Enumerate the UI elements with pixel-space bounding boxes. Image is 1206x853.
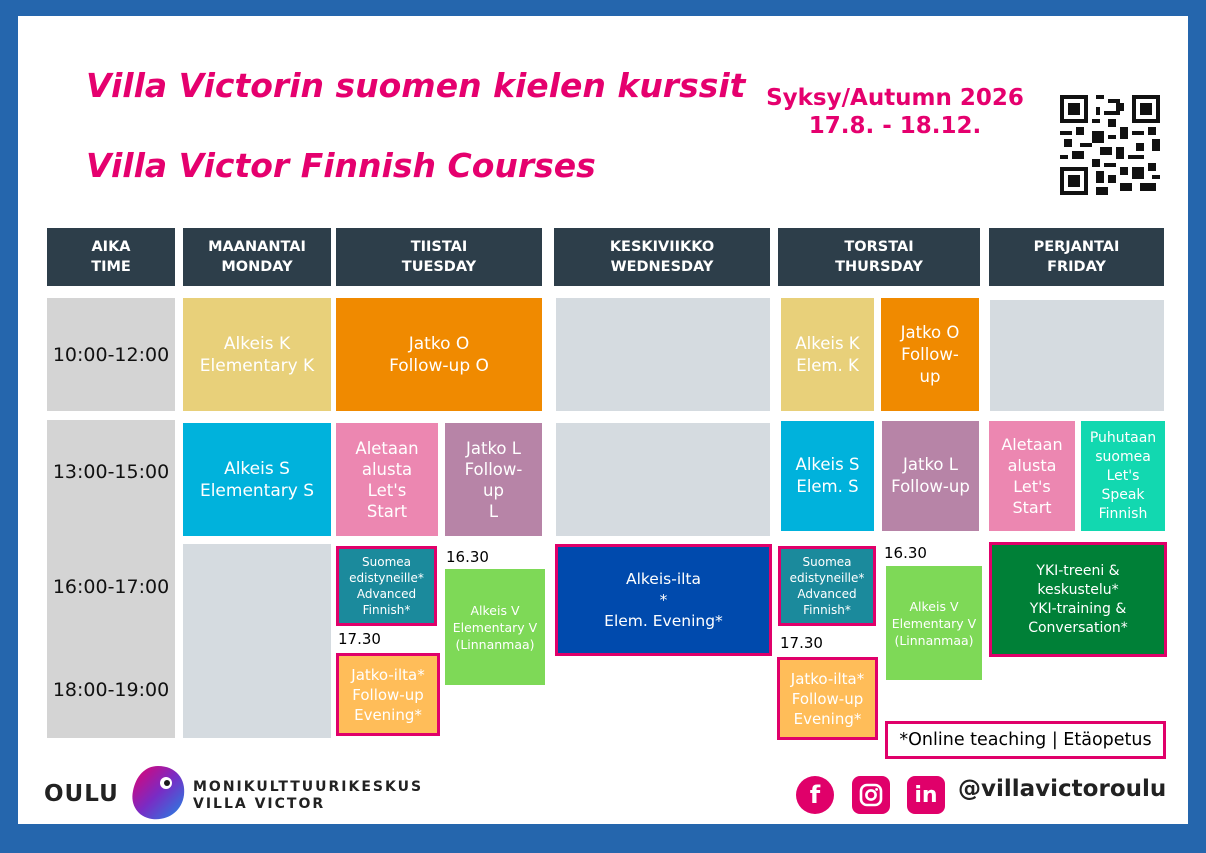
column-header-thursday: TORSTAI THURSDAY (778, 228, 980, 286)
course-thu-jatko-ilta[interactable]: Jatko-ilta* Follow-up Evening* (777, 657, 878, 740)
oulu-logo-text: OULU (44, 781, 119, 807)
course-tue-jatko-o[interactable]: Jatko O Follow-up O (336, 298, 542, 411)
instagram-icon[interactable] (852, 776, 890, 814)
villa-victor-logo-icon (128, 763, 188, 823)
online-teaching-legend: *Online teaching | Etäopetus (885, 721, 1166, 759)
time-slot-1800: 18:00-19:00 (52, 679, 170, 701)
org-name-line2: VILLA VICTOR (193, 796, 326, 812)
org-name (193, 779, 423, 813)
course-wed-alkeis-ilta[interactable]: Alkeis-ilta * Elem. Evening* (555, 544, 772, 656)
empty-slot-wed-afternoon (556, 423, 770, 536)
empty-slot-fri-morning (990, 300, 1164, 411)
column-header-tuesday: TIISTAI TUESDAY (336, 228, 542, 286)
course-tue-jatko-l[interactable]: Jatko L Follow- up L (445, 423, 542, 536)
season-dates: 17.8. - 18.12. (808, 113, 982, 139)
course-thu-alkeis-s[interactable]: Alkeis S Elem. S (781, 421, 874, 531)
course-thu-jatko-o[interactable]: Jatko O Follow- up (881, 298, 979, 411)
course-mon-alkeis-s[interactable]: Alkeis S Elementary S (183, 423, 331, 536)
linkedin-icon[interactable]: in (907, 776, 945, 814)
empty-slot-mon-evening (183, 544, 331, 738)
course-tue-aletaan-alusta[interactable]: Aletaan alusta Let's Start (336, 423, 438, 536)
title-english: Villa Victor Finnish Courses (86, 146, 596, 185)
column-header-friday: PERJANTAI FRIDAY (989, 228, 1164, 286)
course-fri-aletaan-alusta[interactable]: Aletaan alusta Let's Start (989, 421, 1075, 531)
course-mon-alkeis-k[interactable]: Alkeis K Elementary K (183, 298, 331, 411)
qr-code-icon[interactable] (1060, 95, 1160, 195)
column-header-time: AIKA TIME (47, 228, 175, 286)
time-label-thu-1730: 17.30 (780, 634, 823, 652)
course-tue-jatko-ilta[interactable]: Jatko-ilta* Follow-up Evening* (336, 653, 440, 736)
column-header-wednesday: KESKIVIIKKO WEDNESDAY (554, 228, 770, 286)
org-name-line1: MONIKULTTUURIKESKUS (193, 779, 424, 795)
schedule-poster (18, 16, 1188, 824)
time-label-tue-1630: 16.30 (446, 548, 489, 566)
social-handle[interactable]: @villavictoroulu (958, 776, 1167, 802)
instagram-glyph-icon (858, 782, 884, 808)
time-label-tue-1730: 17.30 (338, 630, 381, 648)
course-fri-yki-training[interactable]: YKI-treeni & keskustelu* YKI-training & Conversation* (989, 542, 1167, 657)
course-fri-puhutaan-suomea[interactable]: Puhutaan suomea Let's Speak Finnish (1081, 421, 1165, 531)
empty-slot-wed-morning (556, 298, 770, 411)
time-slot-morning: 10:00-12:00 (47, 298, 175, 411)
time-slot-1600: 16:00-17:00 (52, 576, 170, 598)
facebook-icon[interactable]: f (796, 776, 834, 814)
course-thu-jatko-l[interactable]: Jatko L Follow-up (882, 421, 979, 531)
course-thu-advanced-finnish[interactable]: Suomea edistyneille* Advanced Finnish* (778, 546, 876, 626)
season-block (750, 84, 1040, 140)
course-tue-advanced-finnish[interactable]: Suomea edistyneille* Advanced Finnish* (336, 546, 437, 626)
column-header-monday: MAANANTAI MONDAY (183, 228, 331, 286)
course-thu-alkeis-k[interactable]: Alkeis K Elem. K (781, 298, 874, 411)
season-label: Syksy/Autumn 2026 (766, 85, 1024, 111)
title-finnish: Villa Victorin suomen kielen kurssit (86, 66, 746, 105)
time-slot-afternoon: 13:00-15:00 (52, 461, 170, 483)
time-label-thu-1630: 16.30 (884, 544, 927, 562)
course-thu-alkeis-v[interactable]: Alkeis V Elementary V (Linnanmaa) (886, 566, 982, 680)
course-tue-alkeis-v[interactable]: Alkeis V Elementary V (Linnanmaa) (445, 569, 545, 685)
